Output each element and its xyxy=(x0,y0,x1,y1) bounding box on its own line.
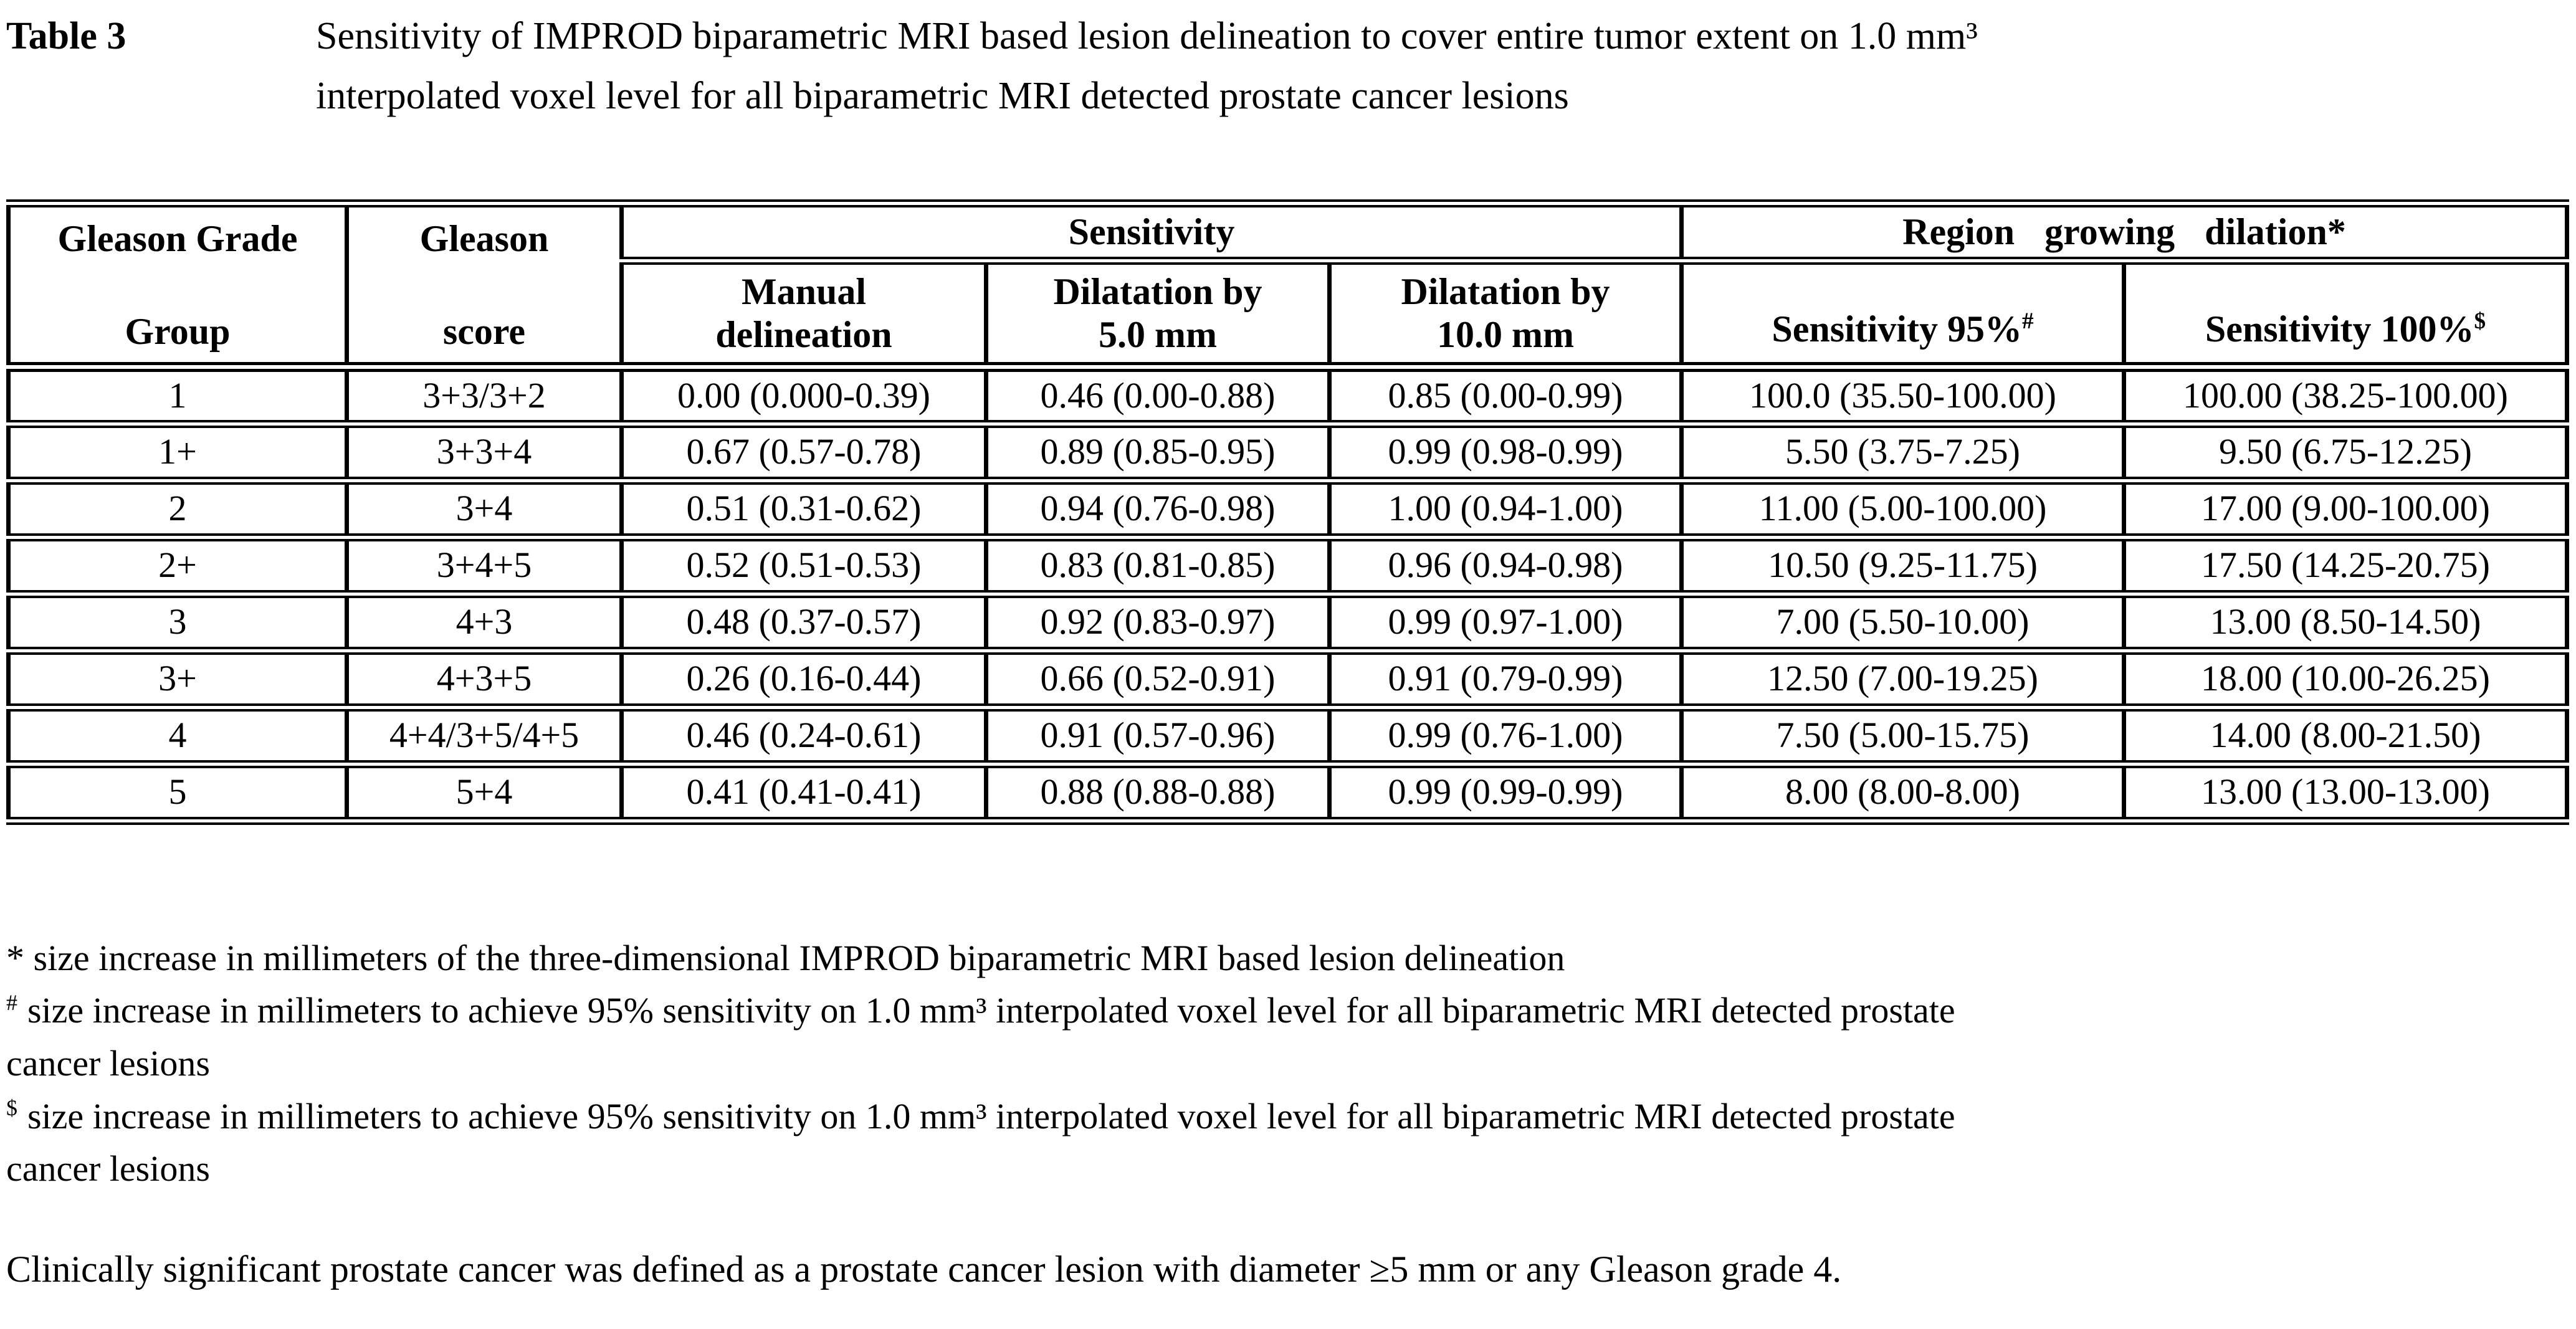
cell-dilatation-5mm: 0.88 (0.88-0.88) xyxy=(986,764,1330,821)
cell-manual: 0.48 (0.37-0.57) xyxy=(622,594,986,650)
cell-dilatation-10mm: 0.96 (0.94-0.98) xyxy=(1330,537,1682,594)
header-gleason-grade-group-lines xyxy=(11,207,345,362)
cell-dilatation-10mm: 0.91 (0.79-0.99) xyxy=(1330,650,1682,707)
cell-sensitivity-100: 17.00 (9.00-100.00) xyxy=(2124,480,2567,537)
cell-sensitivity-100: 13.00 (8.50-14.50) xyxy=(2124,594,2567,650)
cell-dilatation-10mm: 0.85 (0.00-0.99) xyxy=(1330,367,1682,424)
cell-dilatation-10mm: 0.99 (0.99-0.99) xyxy=(1330,764,1682,821)
cell-dilatation-10mm: 0.99 (0.97-1.00) xyxy=(1330,594,1682,650)
dollar-footnote-marker: $ xyxy=(2474,308,2486,335)
header-gleason-score-line2: score xyxy=(442,311,526,353)
cell-sensitivity-95: 10.50 (9.25-11.75) xyxy=(1682,537,2124,594)
table-row xyxy=(9,424,2567,480)
header-row-groups xyxy=(9,204,2567,261)
footnote-hash xyxy=(6,984,2567,1090)
cell-sensitivity-95: 7.00 (5.50-10.00) xyxy=(1682,594,2124,650)
cell-dilatation-10mm: 0.99 (0.98-0.99) xyxy=(1330,424,1682,480)
header-dilatation-5mm-line1: Dilatation by xyxy=(1053,271,1262,313)
cell-manual: 0.51 (0.31-0.62) xyxy=(622,480,986,537)
footnote-star xyxy=(6,932,2567,985)
footnotes xyxy=(6,932,2567,1196)
star-footnote-marker: * xyxy=(6,937,24,978)
table-caption-text xyxy=(316,6,1978,126)
cell-sensitivity-95: 100.0 (35.50-100.00) xyxy=(1682,367,2124,424)
cell-sensitivity-100: 13.00 (13.00-13.00) xyxy=(2124,764,2567,821)
cell-dilatation-10mm: 1.00 (0.94-1.00) xyxy=(1330,480,1682,537)
cell-dilatation-5mm: 0.91 (0.57-0.96) xyxy=(986,707,1330,764)
header-manual-line2: delineation xyxy=(715,314,892,356)
footnote-dollar xyxy=(6,1090,2567,1196)
cell-dilatation-5mm: 0.83 (0.81-0.85) xyxy=(986,537,1330,594)
cell-sensitivity-100: 18.00 (10.00-26.25) xyxy=(2124,650,2567,707)
cell-score: 4+3 xyxy=(347,594,622,650)
cell-sensitivity-100: 9.50 (6.75-12.25) xyxy=(2124,424,2567,480)
footnote-dollar-line1: size increase in millimeters to achieve 95% sensitivity on 1.0 mm³ interpolated voxel level for all biparametric MRI detected prostate xyxy=(27,1095,1955,1136)
cell-group: 1+ xyxy=(9,424,347,480)
cell-dilatation-5mm: 0.89 (0.85-0.95) xyxy=(986,424,1330,480)
cell-group: 5 xyxy=(9,764,347,821)
dollar-footnote-marker: $ xyxy=(6,1095,17,1121)
header-sensitivity-95 xyxy=(1682,261,2124,367)
results-table-header xyxy=(9,204,2567,368)
cell-score: 5+4 xyxy=(347,764,622,821)
cell-score: 3+3+4 xyxy=(347,424,622,480)
cell-manual: 0.41 (0.41-0.41) xyxy=(622,764,986,821)
table-row xyxy=(9,594,2567,650)
header-gleason-grade-group-line1: Gleason Grade xyxy=(57,218,298,260)
header-sensitivity-95-text: Sensitivity 95% xyxy=(1772,308,2023,350)
table-row xyxy=(9,367,2567,424)
table-row xyxy=(9,764,2567,821)
table-caption-line1: Sensitivity of IMPROD biparametric MRI based lesion delineation to cover entire tumor extent on 1.0 mm³ xyxy=(316,15,1978,57)
footnote-hash-line1: size increase in millimeters to achieve 95% sensitivity on 1.0 mm³ interpolated voxel level for all biparametric MRI detected prostate xyxy=(27,990,1955,1031)
hash-footnote-marker: # xyxy=(6,990,17,1016)
header-gleason-grade-group-line2: Group xyxy=(125,311,231,353)
cell-dilatation-5mm: 0.94 (0.76-0.98) xyxy=(986,480,1330,537)
cell-group: 2 xyxy=(9,480,347,537)
cell-score: 4+3+5 xyxy=(347,650,622,707)
table-row xyxy=(9,650,2567,707)
table-caption-label: Table 3 xyxy=(6,15,126,57)
header-gleason-grade-group xyxy=(9,204,347,368)
cell-dilatation-5mm: 0.46 (0.00-0.88) xyxy=(986,367,1330,424)
cell-sensitivity-95: 8.00 (8.00-8.00) xyxy=(1682,764,2124,821)
hash-footnote-marker: # xyxy=(2022,308,2034,335)
cell-sensitivity-100: 14.00 (8.00-21.50) xyxy=(2124,707,2567,764)
header-dilatation-5mm-line2: 5.0 mm xyxy=(1099,314,1217,356)
cell-sensitivity-95: 11.00 (5.00-100.00) xyxy=(1682,480,2124,537)
header-manual-delineation xyxy=(622,261,986,367)
table-row xyxy=(9,707,2567,764)
cell-dilatation-5mm: 0.92 (0.83-0.97) xyxy=(986,594,1330,650)
header-dilatation-5mm xyxy=(986,261,1330,367)
footnote-star-text: size increase in millimeters of the three-dimensional IMPROD biparametric MRI based lesion delineation xyxy=(33,937,1565,978)
cell-sensitivity-100: 100.00 (38.25-100.00) xyxy=(2124,367,2567,424)
table-caption xyxy=(6,6,2567,126)
cell-sensitivity-100: 17.50 (14.25-20.75) xyxy=(2124,537,2567,594)
table-row xyxy=(9,537,2567,594)
cell-score: 3+4 xyxy=(347,480,622,537)
header-gleason-score-line1: Gleason xyxy=(419,218,549,260)
results-table-body xyxy=(9,367,2567,821)
cell-group: 1 xyxy=(9,367,347,424)
cell-sensitivity-95: 7.50 (5.00-15.75) xyxy=(1682,707,2124,764)
cell-score: 3+4+5 xyxy=(347,537,622,594)
cell-sensitivity-95: 5.50 (3.75-7.25) xyxy=(1682,424,2124,480)
cell-sensitivity-95: 12.50 (7.00-19.25) xyxy=(1682,650,2124,707)
cell-manual: 0.52 (0.51-0.53) xyxy=(622,537,986,594)
header-sensitivity-100 xyxy=(2124,261,2567,367)
footnote-dollar-line2: cancer lesions xyxy=(6,1148,210,1189)
header-dilatation-10mm-line2: 10.0 mm xyxy=(1437,314,1574,356)
header-gleason-score-lines xyxy=(349,207,619,362)
cell-dilatation-5mm: 0.66 (0.52-0.91) xyxy=(986,650,1330,707)
cell-manual: 0.26 (0.16-0.44) xyxy=(622,650,986,707)
cell-group: 3+ xyxy=(9,650,347,707)
header-sensitivity-100-text: Sensitivity 100% xyxy=(2205,308,2474,350)
cell-score: 4+4/3+5/4+5 xyxy=(347,707,622,764)
clinically-significant-definition: Clinically significant prostate cancer was defined as a prostate cancer lesion with diameter ≥5 mm or any Gleason grade 4. xyxy=(6,1249,1842,1290)
table-caption-line2: interpolated voxel level for all biparametric MRI detected prostate cancer lesions xyxy=(316,75,1569,118)
cell-score: 3+3/3+2 xyxy=(347,367,622,424)
header-dilatation-10mm-line1: Dilatation by xyxy=(1401,271,1610,313)
header-manual-line1: Manual xyxy=(741,271,867,313)
footnote-hash-line2: cancer lesions xyxy=(6,1043,210,1084)
header-region-growing-dilation: Region growing dilation* xyxy=(1682,204,2567,261)
results-table xyxy=(6,199,2569,825)
cell-manual: 0.67 (0.57-0.78) xyxy=(622,424,986,480)
cell-group: 2+ xyxy=(9,537,347,594)
header-gleason-score xyxy=(347,204,622,368)
header-sensitivity-group: Sensitivity xyxy=(622,204,1682,261)
cell-manual: 0.00 (0.000-0.39) xyxy=(622,367,986,424)
cell-group: 4 xyxy=(9,707,347,764)
cell-group: 3 xyxy=(9,594,347,650)
table-row xyxy=(9,480,2567,537)
cell-dilatation-10mm: 0.99 (0.76-1.00) xyxy=(1330,707,1682,764)
cell-manual: 0.46 (0.24-0.61) xyxy=(622,707,986,764)
header-dilatation-10mm xyxy=(1330,261,1682,367)
